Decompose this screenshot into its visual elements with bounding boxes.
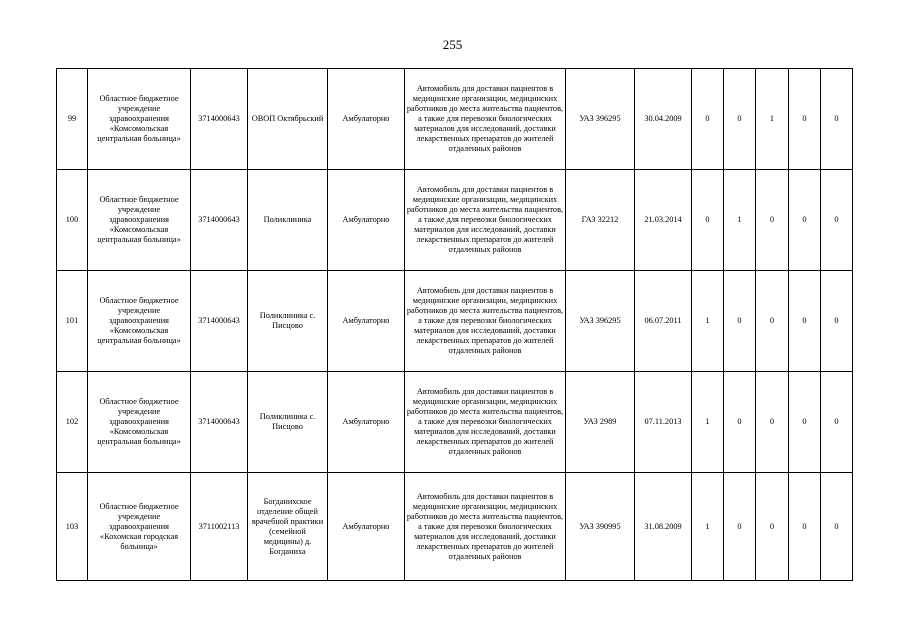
registration-date: 07.11.2013 [635, 372, 692, 473]
vehicle-purpose: Автомобиль для доставки пациентов в медицинские организации, медицинских работников до места жительства пациентов, а также для перевозки биологических материалов для исследований, доставки лекарственных препаратов до жителей отдаленных районов [405, 69, 566, 170]
organization-name: Областное бюджетное учреждение здравоохранения «Кохомская городская больница» [88, 473, 191, 581]
organization-name: Областное бюджетное учреждение здравоохранения «Комсомольская центральная больница» [88, 170, 191, 271]
table-row [57, 372, 853, 473]
unit-name: Поликлиника [248, 170, 328, 271]
row-number: 102 [57, 372, 88, 473]
vehicle-model: УАЗ 2989 [566, 372, 635, 473]
count-3: 0 [756, 271, 789, 372]
inn: 3714000643 [191, 271, 248, 372]
registration-date: 30.04.2009 [635, 69, 692, 170]
vehicle-purpose: Автомобиль для доставки пациентов в медицинские организации, медицинских работников до места жительства пациентов, а также для перевозки биологических материалов для исследований, доставки лекарственных препаратов до жителей отдаленных районов [405, 473, 566, 581]
care-type: Амбулаторно [328, 473, 405, 581]
inn: 3711002113 [191, 473, 248, 581]
count-5: 0 [821, 69, 853, 170]
care-type: Амбулаторно [328, 271, 405, 372]
count-3: 0 [756, 372, 789, 473]
care-type: Амбулаторно [328, 69, 405, 170]
table-row [57, 69, 853, 170]
inn: 3714000643 [191, 69, 248, 170]
inn: 3714000643 [191, 170, 248, 271]
organization-name: Областное бюджетное учреждение здравоохранения «Комсомольская центральная больница» [88, 372, 191, 473]
count-1: 1 [692, 473, 724, 581]
count-4: 0 [789, 69, 821, 170]
table-row [57, 473, 853, 581]
table-row [57, 271, 853, 372]
unit-name: Поликлиника с. Писцово [248, 372, 328, 473]
registration-date: 31.08.2009 [635, 473, 692, 581]
care-type: Амбулаторно [328, 170, 405, 271]
vehicle-model: ГАЗ 32212 [566, 170, 635, 271]
organization-name: Областное бюджетное учреждение здравоохранения «Комсомольская центральная больница» [88, 271, 191, 372]
registration-date: 06.07.2011 [635, 271, 692, 372]
count-1: 1 [692, 271, 724, 372]
count-1: 0 [692, 69, 724, 170]
unit-name: ОВОП Октябрьский [248, 69, 328, 170]
organization-name: Областное бюджетное учреждение здравоохранения «Комсомольская центральная больница» [88, 69, 191, 170]
count-5: 0 [821, 271, 853, 372]
row-number: 100 [57, 170, 88, 271]
row-number: 101 [57, 271, 88, 372]
count-4: 0 [789, 473, 821, 581]
count-2: 0 [724, 372, 756, 473]
vehicle-table [56, 68, 853, 581]
inn: 3714000643 [191, 372, 248, 473]
count-5: 0 [821, 170, 853, 271]
count-2: 0 [724, 473, 756, 581]
unit-name: Богданихское отделение общей врачебной практики (семейной медицины) д. Богданиха [248, 473, 328, 581]
count-2: 0 [724, 271, 756, 372]
count-1: 1 [692, 372, 724, 473]
care-type: Амбулаторно [328, 372, 405, 473]
row-number: 103 [57, 473, 88, 581]
count-1: 0 [692, 170, 724, 271]
count-5: 0 [821, 473, 853, 581]
page-number: 255 [442, 37, 463, 52]
row-number: 99 [57, 69, 88, 170]
count-2: 1 [724, 170, 756, 271]
count-3: 1 [756, 69, 789, 170]
vehicle-purpose: Автомобиль для доставки пациентов в медицинские организации, медицинских работников до места жительства пациентов, а также для перевозки биологических материалов для исследований, доставки лекарственных препаратов до жителей отдаленных районов [405, 372, 566, 473]
vehicle-model: УАЗ 390995 [566, 473, 635, 581]
count-3: 0 [756, 473, 789, 581]
vehicle-purpose: Автомобиль для доставки пациентов в медицинские организации, медицинских работников до места жительства пациентов, а также для перевозки биологических материалов для исследований, доставки лекарственных препаратов до жителей отдаленных районов [405, 271, 566, 372]
registration-date: 21.03.2014 [635, 170, 692, 271]
vehicle-model: УАЗ 396295 [566, 69, 635, 170]
vehicle-model: УАЗ 396295 [566, 271, 635, 372]
count-2: 0 [724, 69, 756, 170]
count-4: 0 [789, 170, 821, 271]
count-5: 0 [821, 372, 853, 473]
count-4: 0 [789, 271, 821, 372]
count-4: 0 [789, 372, 821, 473]
unit-name: Поликлиника с. Писцово [248, 271, 328, 372]
count-3: 0 [756, 170, 789, 271]
vehicle-purpose: Автомобиль для доставки пациентов в медицинские организации, медицинских работников до места жительства пациентов, а также для перевозки биологических материалов для исследований, доставки лекарственных препаратов до жителей отдаленных районов [405, 170, 566, 271]
table-row [57, 170, 853, 271]
